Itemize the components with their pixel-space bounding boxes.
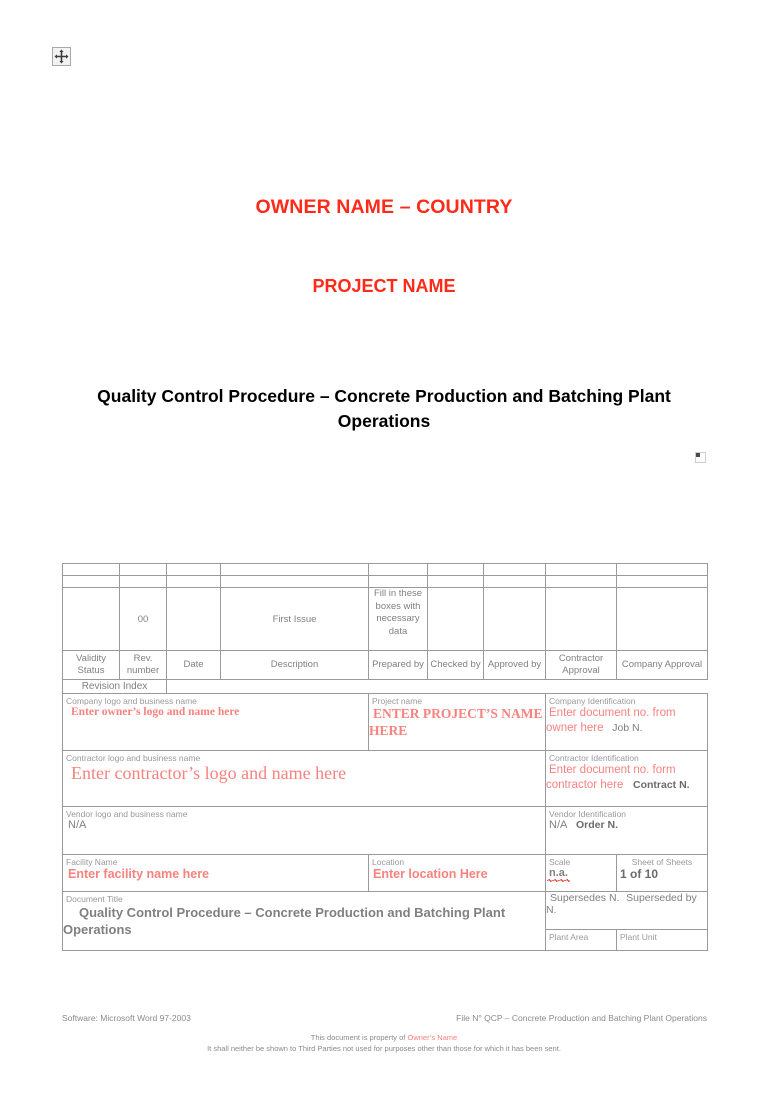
disclaimer: [0, 1033, 768, 1055]
rev-cell-validity[interactable]: [63, 576, 120, 588]
project-name-cell[interactable]: [369, 694, 546, 751]
rev-cell-number[interactable]: [120, 564, 167, 576]
contractor-logo-value: Enter contractor’s logo and name here: [71, 763, 347, 784]
location-cell[interactable]: [369, 855, 546, 892]
rev-cell-validity[interactable]: [63, 588, 120, 651]
revision-index-label: Revision Index: [63, 680, 167, 694]
revision-row-blank-1: [63, 564, 708, 576]
revision-header-contractor-approval: Contractor Approval: [546, 651, 617, 680]
document-title-heading: Quality Control Procedure – Concrete Production and Batching Plant Operations: [97, 385, 671, 432]
rev-cell-prepared-by[interactable]: [369, 576, 428, 588]
supersedes-label: Supersedes N.: [550, 892, 620, 904]
revision-header-description: Description: [221, 651, 369, 680]
rev-cell-contractor-approval[interactable]: [546, 588, 617, 651]
rev-cell-contractor-approval[interactable]: [546, 564, 617, 576]
rev-cell-company-approval[interactable]: [617, 564, 708, 576]
plant-area-label: Plant Area: [549, 932, 589, 942]
rev-cell-date[interactable]: [167, 588, 221, 651]
contractor-identification-value: Enter document no. form contractor here: [546, 764, 676, 791]
facility-name-label: Facility Name: [66, 857, 118, 867]
rev-cell-prepared-by[interactable]: Fill in these boxes with necessary data: [369, 588, 428, 651]
document-title-row: [63, 892, 708, 930]
contractor-identification-cell[interactable]: [546, 751, 708, 807]
rev-cell-checked-by[interactable]: [428, 564, 484, 576]
rev-cell-number[interactable]: [120, 576, 167, 588]
table-move-handle-icon[interactable]: [52, 47, 71, 66]
rev-cell-checked-by[interactable]: [428, 576, 484, 588]
document-title-cell[interactable]: [63, 892, 546, 951]
rev-cell-approved-by[interactable]: [484, 576, 546, 588]
owner-name-heading: OWNER NAME – COUNTRY: [255, 196, 513, 218]
company-identification-label: Company Identification: [549, 696, 636, 706]
rev-cell-contractor-approval[interactable]: [546, 576, 617, 588]
cover-headings: [0, 196, 768, 435]
rev-cell-description[interactable]: [221, 564, 369, 576]
rev-cell-validity[interactable]: [63, 564, 120, 576]
revision-header-rev-number: Rev. number: [120, 651, 167, 680]
contractor-identification-label: Contractor Identification: [549, 753, 639, 763]
vendor-row: [63, 807, 708, 855]
contractor-logo-label: Contractor logo and business name: [66, 753, 201, 763]
order-number-label: Order N.: [575, 819, 618, 832]
document-title-value: Quality Control Procedure – Concrete Production and Batching Plant Operations: [63, 905, 506, 938]
sheet-of-sheets-label: Sheet of Sheets: [631, 857, 693, 867]
vendor-identification-label: Vendor Identification: [549, 809, 627, 819]
location-value: Enter location Here: [373, 867, 488, 882]
rev-cell-prepared-by[interactable]: [369, 564, 428, 576]
disclaimer-prefix: This document is property of: [310, 1033, 408, 1042]
disclaimer-owner-name: Owner’s Name: [407, 1033, 458, 1042]
scale-cell[interactable]: [546, 855, 617, 892]
project-name-label: Project name: [372, 696, 423, 706]
revision-header-prepared-by: Prepared by: [369, 651, 428, 680]
plant-unit-label: Plant Unit: [620, 932, 657, 942]
vendor-identification-cell[interactable]: [546, 807, 708, 855]
revision-header-date: Date: [167, 651, 221, 680]
scale-value: n.a.: [549, 867, 568, 880]
company-logo-cell[interactable]: [63, 694, 369, 751]
contract-number-label: Contract N.: [633, 778, 690, 791]
rev-cell-description[interactable]: [221, 576, 369, 588]
revision-header-validity-status: Validity Status: [63, 651, 120, 680]
company-row: [63, 694, 708, 751]
disclaimer-line-1: [0, 1033, 768, 1044]
facility-row: [63, 855, 708, 892]
company-logo-value: Enter owner’s logo and name here: [71, 706, 240, 719]
superseded-by-label: Superseded by N.: [546, 892, 697, 916]
rev-cell-date[interactable]: [167, 564, 221, 576]
project-name-value: ENTER PROJECT’S NAME HERE: [369, 706, 543, 739]
facility-name-cell[interactable]: [63, 855, 369, 892]
rev-cell-approved-by[interactable]: [484, 564, 546, 576]
rev-cell-description[interactable]: First Issue: [221, 588, 369, 651]
revision-header-approved-by: Approved by: [484, 651, 546, 680]
revision-header-row: [63, 651, 708, 680]
rev-cell-company-approval[interactable]: [617, 588, 708, 651]
table-resize-handle-icon[interactable]: [695, 452, 706, 463]
company-logo-label: Company logo and business name: [66, 696, 197, 706]
title-block-table: [62, 563, 708, 951]
file-number-label: File N° QCP – Concrete Production and Batching Plant Operations: [456, 1013, 707, 1023]
supersedes-cell[interactable]: [546, 892, 708, 930]
revision-row-blank-2: [63, 576, 708, 588]
contractor-row: [63, 751, 708, 807]
software-label: Software: Microsoft Word 97-2003: [62, 1013, 191, 1023]
project-name-heading: PROJECT NAME: [312, 276, 456, 297]
revision-header-checked-by: Checked by: [428, 651, 484, 680]
facility-name-value: Enter facility name here: [68, 867, 210, 882]
plant-unit-cell[interactable]: [617, 930, 708, 951]
vendor-logo-label: Vendor logo and business name: [66, 809, 188, 819]
revision-header-company-approval: Company Approval: [617, 651, 708, 680]
job-number-label: Job N.: [612, 721, 643, 734]
revision-index-spacer: [167, 680, 708, 694]
company-identification-cell[interactable]: [546, 694, 708, 751]
revision-row-00: [63, 588, 708, 651]
document-title-label: Document Title: [66, 894, 123, 904]
rev-cell-approved-by[interactable]: [484, 588, 546, 651]
scale-value-wrap: [546, 861, 571, 879]
vendor-identification-value: N/A: [549, 819, 568, 832]
contractor-logo-cell[interactable]: [63, 751, 546, 807]
rev-cell-number[interactable]: 00: [120, 588, 167, 651]
table-footer: [62, 1013, 707, 1023]
scale-label: Scale: [549, 857, 571, 867]
rev-cell-date[interactable]: [167, 576, 221, 588]
plant-area-cell[interactable]: [546, 930, 617, 951]
disclaimer-line-2: It shall neither be shown to Third Parties not used for purposes other than those for which it has been sent.: [207, 1043, 561, 1053]
rev-cell-checked-by[interactable]: [428, 588, 484, 651]
rev-cell-company-approval[interactable]: [617, 576, 708, 588]
company-identification-value: Enter document no. from owner here: [546, 707, 676, 734]
location-label: Location: [372, 857, 405, 867]
vendor-logo-cell[interactable]: [63, 807, 546, 855]
vendor-logo-value: N/A: [68, 819, 87, 832]
sheet-of-sheets-value: 1 of 10: [620, 867, 659, 882]
revision-index-row: [63, 680, 708, 694]
